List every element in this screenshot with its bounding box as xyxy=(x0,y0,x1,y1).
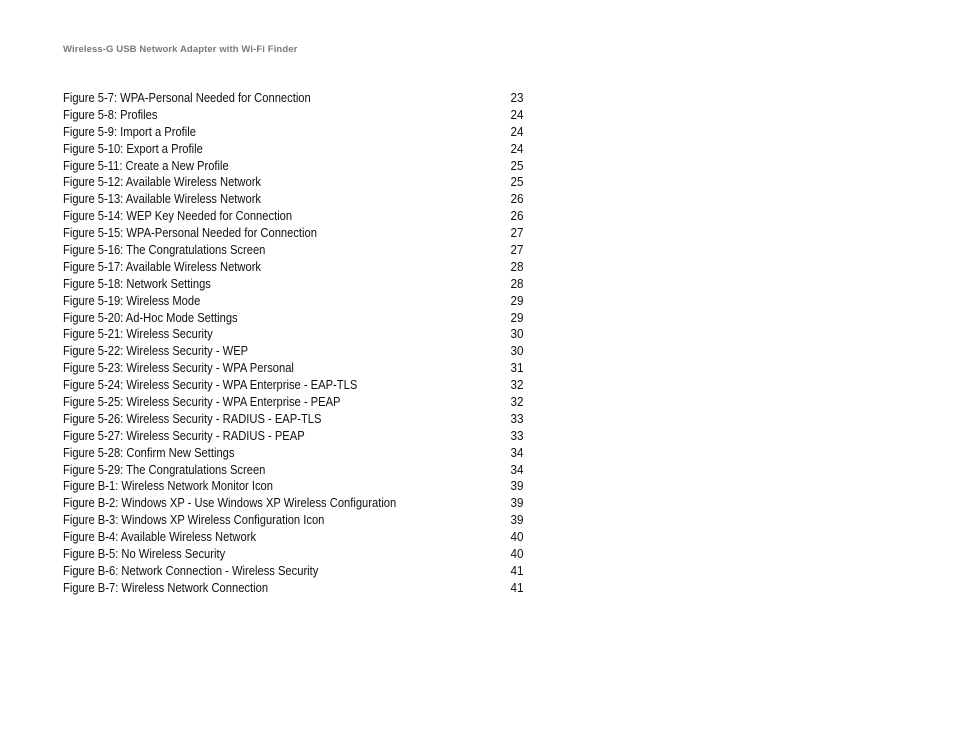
toc-entry-label[interactable]: Figure 5-21: Wireless Security xyxy=(63,326,213,342)
toc-entry-page-number[interactable]: 40 xyxy=(509,529,523,545)
toc-entry-label[interactable]: Figure 5-10: Export a Profile xyxy=(63,140,203,156)
toc-entry[interactable] xyxy=(63,394,525,411)
toc-entry[interactable] xyxy=(63,411,525,428)
toc-entry[interactable] xyxy=(63,174,525,191)
toc-entry-label[interactable]: Figure 5-8: Profiles xyxy=(63,106,158,122)
toc-entry[interactable] xyxy=(63,326,525,343)
toc-entry-label[interactable]: Figure 5-26: Wireless Security - RADIUS - EAP-TLS xyxy=(63,410,322,426)
toc-entry-page-number[interactable]: 31 xyxy=(509,360,523,376)
toc-entry-page-number[interactable]: 29 xyxy=(509,309,523,325)
toc-entry[interactable] xyxy=(63,208,525,225)
toc-entry-label[interactable]: Figure 5-22: Wireless Security - WEP xyxy=(63,343,249,359)
toc-entry[interactable] xyxy=(63,428,525,445)
toc-entry[interactable] xyxy=(63,293,525,310)
toc-entry-page-number[interactable]: 28 xyxy=(509,258,523,274)
toc-entry-page-number[interactable]: 27 xyxy=(509,242,523,258)
toc-entry-page-number[interactable]: 33 xyxy=(509,410,523,426)
toc-entry[interactable] xyxy=(63,563,525,580)
toc-entry[interactable] xyxy=(63,495,525,512)
toc-entry-label[interactable]: Figure B-2: Windows XP - Use Windows XP Wireless Configuration xyxy=(63,495,397,511)
toc-entry-page-number[interactable]: 26 xyxy=(509,208,523,224)
toc-entry[interactable] xyxy=(63,377,525,394)
toc-entry-label[interactable]: Figure B-5: No Wireless Security xyxy=(63,546,226,562)
toc-entry-page-number[interactable]: 33 xyxy=(509,427,523,443)
toc-entry[interactable] xyxy=(63,462,525,479)
toc-entry-label[interactable]: Figure 5-25: Wireless Security - WPA Enterprise - PEAP xyxy=(63,394,341,410)
toc-entry-page-number[interactable]: 24 xyxy=(509,106,523,122)
toc-entry-label[interactable]: Figure 5-27: Wireless Security - RADIUS - PEAP xyxy=(63,427,305,443)
toc-entry[interactable] xyxy=(63,580,525,597)
toc-entry-page-number[interactable]: 30 xyxy=(509,343,523,359)
toc-entry[interactable] xyxy=(63,512,525,529)
toc-entry-label[interactable]: Figure 5-20: Ad-Hoc Mode Settings xyxy=(63,309,238,325)
toc-entry-page-number[interactable]: 41 xyxy=(509,579,523,595)
toc-entry-label[interactable]: Figure 5-24: Wireless Security - WPA Enterprise - EAP-TLS xyxy=(63,377,358,393)
toc-entry-label[interactable]: Figure 5-28: Confirm New Settings xyxy=(63,444,235,460)
toc-entry[interactable] xyxy=(63,242,525,259)
toc-entry[interactable] xyxy=(63,225,525,242)
toc-entry[interactable] xyxy=(63,310,525,327)
toc-entry[interactable] xyxy=(63,107,525,124)
toc-entry[interactable] xyxy=(63,158,525,175)
toc-entry-label[interactable]: Figure 5-9: Import a Profile xyxy=(63,123,196,139)
toc-entry-page-number[interactable]: 25 xyxy=(509,174,523,190)
toc-entry-page-number[interactable]: 25 xyxy=(509,157,523,173)
toc-entry-page-number[interactable]: 40 xyxy=(509,546,523,562)
toc-entry[interactable] xyxy=(63,90,525,107)
toc-entry-label[interactable]: Figure B-6: Network Connection - Wireless Security xyxy=(63,562,319,578)
toc-entry-page-number[interactable]: 32 xyxy=(509,394,523,410)
toc-entry-label[interactable]: Figure 5-13: Available Wireless Network xyxy=(63,191,262,207)
toc-entry-label[interactable]: Figure 5-16: The Congratulations Screen xyxy=(63,242,266,258)
toc-entry[interactable] xyxy=(63,478,525,495)
toc-entry-page-number[interactable]: 34 xyxy=(509,461,523,477)
toc-entry-page-number[interactable]: 32 xyxy=(509,377,523,393)
toc-entry-page-number[interactable]: 34 xyxy=(509,444,523,460)
toc-entry[interactable] xyxy=(63,124,525,141)
toc-entry-page-number[interactable]: 39 xyxy=(509,512,523,528)
toc-entry-page-number[interactable]: 29 xyxy=(509,292,523,308)
toc-entry[interactable] xyxy=(63,141,525,158)
toc-entry[interactable] xyxy=(63,276,525,293)
toc-entry-page-number[interactable]: 24 xyxy=(509,123,523,139)
toc-entry-label[interactable]: Figure B-7: Wireless Network Connection xyxy=(63,579,269,595)
toc-entry-label[interactable]: Figure 5-15: WPA-Personal Needed for Connection xyxy=(63,225,317,241)
toc-entry-page-number[interactable]: 30 xyxy=(509,326,523,342)
toc-entry[interactable] xyxy=(63,445,525,462)
toc-entry[interactable] xyxy=(63,360,525,377)
toc-entry-label[interactable]: Figure 5-7: WPA-Personal Needed for Connection xyxy=(63,90,311,105)
toc-entry-page-number[interactable]: 27 xyxy=(509,225,523,241)
toc-entry[interactable] xyxy=(63,191,525,208)
toc-entry-page-number[interactable]: 23 xyxy=(509,90,523,105)
toc-entry-page-number[interactable]: 39 xyxy=(509,478,523,494)
toc-entry-label[interactable]: Figure B-3: Windows XP Wireless Configuration Icon xyxy=(63,512,325,528)
toc-entry-label[interactable]: Figure 5-11: Create a New Profile xyxy=(63,157,229,173)
toc-entry-label[interactable]: Figure 5-29: The Congratulations Screen xyxy=(63,461,266,477)
toc-entry[interactable] xyxy=(63,529,525,546)
list-of-figures xyxy=(63,90,525,597)
toc-entry-label[interactable]: Figure 5-17: Available Wireless Network xyxy=(63,258,262,274)
toc-entry[interactable] xyxy=(63,546,525,563)
toc-entry-page-number[interactable]: 24 xyxy=(509,140,523,156)
document-header: Wireless-G USB Network Adapter with Wi-Fi Finder xyxy=(63,44,298,55)
toc-entry[interactable] xyxy=(63,343,525,360)
toc-entry-label[interactable]: Figure 5-12: Available Wireless Network xyxy=(63,174,262,190)
toc-entry-label[interactable]: Figure 5-14: WEP Key Needed for Connection xyxy=(63,208,293,224)
toc-entry-label[interactable]: Figure 5-18: Network Settings xyxy=(63,275,211,291)
toc-entry[interactable] xyxy=(63,259,525,276)
toc-entry-label[interactable]: Figure B-4: Available Wireless Network xyxy=(63,529,257,545)
toc-entry-label[interactable]: Figure B-1: Wireless Network Monitor Icon xyxy=(63,478,274,494)
toc-entry-label[interactable]: Figure 5-23: Wireless Security - WPA Personal xyxy=(63,360,294,376)
toc-entry-label[interactable]: Figure 5-19: Wireless Mode xyxy=(63,292,201,308)
toc-entry-page-number[interactable]: 26 xyxy=(509,191,523,207)
toc-entry-page-number[interactable]: 28 xyxy=(509,275,523,291)
toc-entry-page-number[interactable]: 41 xyxy=(509,562,523,578)
toc-entry-page-number[interactable]: 39 xyxy=(509,495,523,511)
